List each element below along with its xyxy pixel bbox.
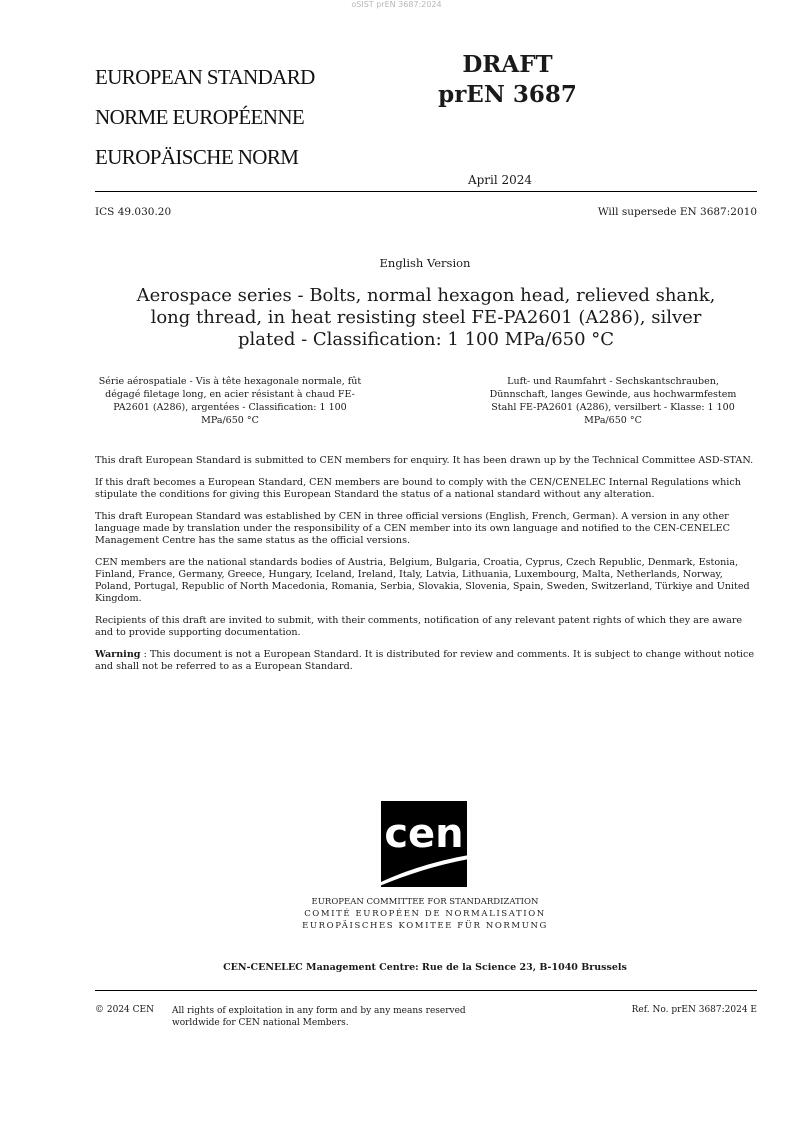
ics-code: ICS 49.030.20 [95, 206, 172, 218]
committee-french: COMITÉ EUROPÉEN DE NORMALISATION [304, 909, 546, 919]
rights-line-1: All rights of exploitation in any form and by any means reserved [172, 1006, 466, 1016]
publication-date: April 2024 [467, 173, 533, 187]
cen-logo-icon [381, 801, 467, 887]
draft-heading [425, 50, 590, 110]
management-centre: CEN-CENELEC Management Centre: Rue de la Science 23, B-1040 Brussels [223, 962, 627, 973]
body-text [95, 455, 757, 683]
logo-wordmark: cen [384, 811, 464, 857]
document-title: Aerospace series - Bolts, normal hexagon head, relieved shank, long thread, in heat resisting steel FE-PA2601 (A286), silver plated - Classification: 1 100 MPa/650 °C [136, 285, 716, 350]
version-label: English Version [379, 256, 471, 270]
draft-label: DRAFT [462, 51, 553, 78]
title-german: Luft- und Raumfahrt - Sechskantschrauben, Dünnschaft, langes Gewinde, aus hochwarmfestem Stahl FE-PA2601 (A286), versilbert - Klasse: 1 100 MPa/650 °C [489, 376, 737, 426]
rights-statement [172, 1005, 502, 1029]
copyright: © 2024 CEN [95, 1005, 154, 1015]
supersede-note: Will supersede EN 3687:2010 [597, 206, 757, 218]
committee-german: EUROPÄISCHES KOMITEE FÜR NORMUNG [302, 921, 548, 931]
paragraph-warning [95, 649, 757, 673]
header-divider [95, 191, 757, 192]
warning-text: : This document is not a European Standard. It is distributed for review and comments. It is subject to change without notice and shall not be referred to as a European Standard. [95, 649, 755, 672]
title-french: Série aérospatiale - Vis à tête hexagonale normale, fût dégagé filetage long, en acier résistant à chaud FE-PA2601 (A286), argentées - Classification: 1 100 MPa/650 °C [98, 376, 362, 426]
name-german: EUROPÄISCHE NORM [95, 145, 299, 169]
rights-line-2: worldwide for CEN national Members. [172, 1018, 349, 1028]
document-number: prEN 3687 [438, 81, 577, 108]
paragraph-versions: This draft European Standard was established by CEN in three official versions (English, French, German). A version in any other language made by translation under the responsibility of a CEN member into its own language and notified to the CEN-CENELEC Management Centre has the same status as the official versions. [95, 511, 730, 546]
committee-names [0, 896, 793, 932]
reference-number: Ref. No. prEN 3687:2024 E [631, 1005, 757, 1015]
watermark: oSIST prEN 3687:2024 [351, 0, 442, 9]
footer-divider [95, 990, 757, 991]
warning-label: Warning [95, 649, 141, 660]
name-english: EUROPEAN STANDARD [95, 65, 315, 89]
name-french: NORME EUROPÉENNE [95, 105, 305, 129]
paragraph-regulations: If this draft becomes a European Standard, CEN members are bound to comply with the CEN/CENELEC Internal Regulations which stipulate the conditions for giving this European Standard the status of a national standard without any alteration. [95, 477, 741, 500]
paragraph-enquiry: This draft European Standard is submitted to CEN members for enquiry. It has been drawn up by the Technical Committee ASD-STAN. [95, 455, 754, 466]
paragraph-patents: Recipients of this draft are invited to submit, with their comments, notification of any relevant patent rights of which they are aware and to provide supporting documentation. [95, 615, 743, 638]
paragraph-members: CEN members are the national standards bodies of Austria, Belgium, Bulgaria, Croatia, Cyprus, Czech Republic, Denmark, Estonia, Finland, France, Germany, Greece, Hungary, Iceland, Ireland, Italy, Latvia, Lithuania, Luxembourg, Malta, Netherlands, Norway, Poland, Portugal, Republic of North Macedonia, Romania, Serbia, Slovakia, Slovenia, Spain, Sweden, Switzerland, Türkiye and United Kingdom. [95, 557, 750, 604]
standard-names [95, 57, 315, 177]
committee-english: EUROPEAN COMMITTEE FOR STANDARDIZATION [311, 897, 539, 907]
